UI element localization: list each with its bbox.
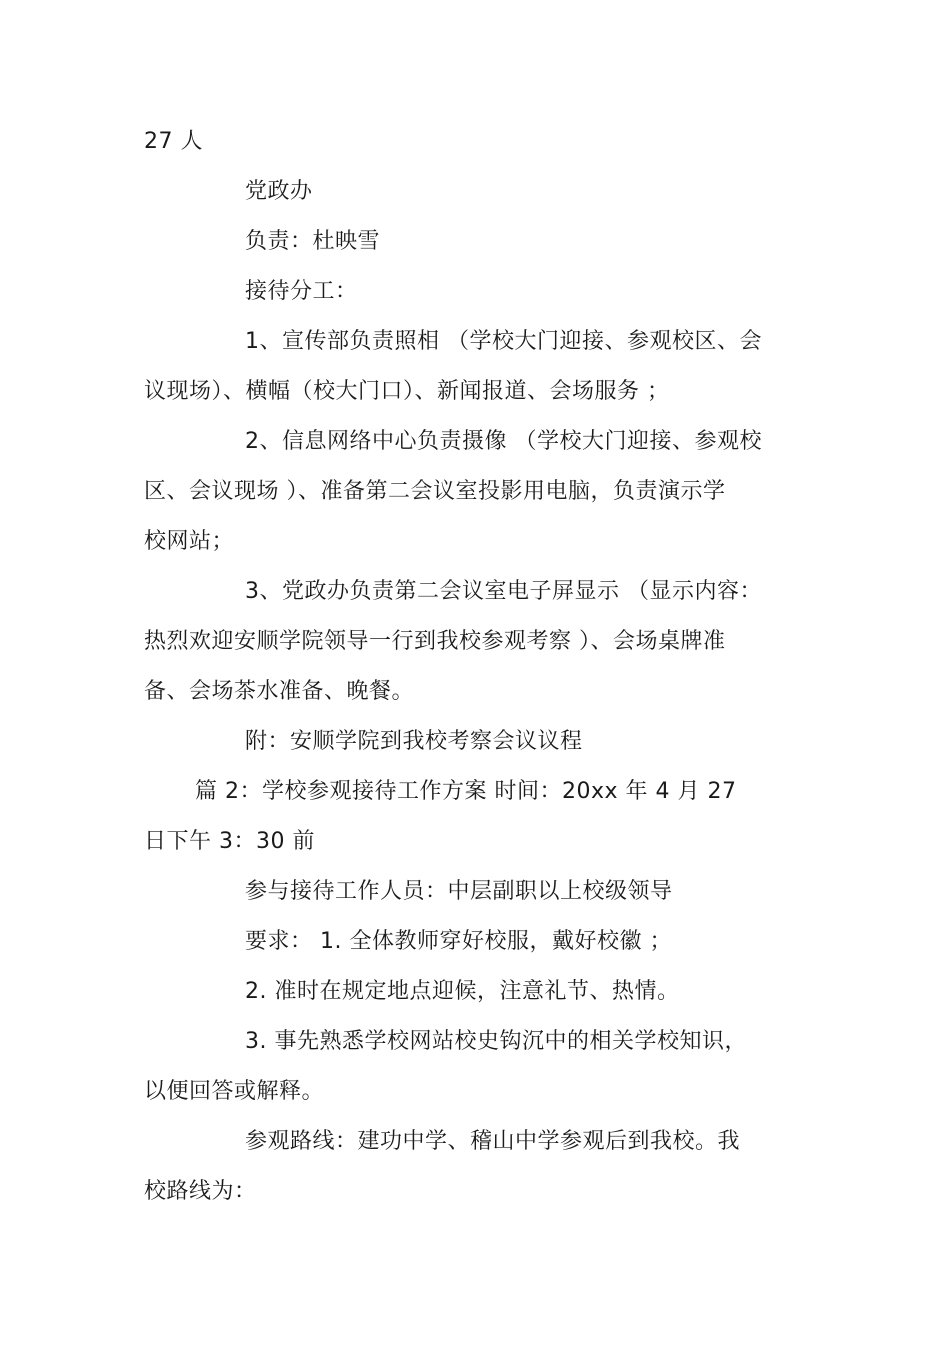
text-line-requirement-1: 要求： 1. 全体教师穿好校服，戴好校徽 ； [245, 929, 672, 954]
text-line-appendix: 附：安顺学院到我校考察会议议程 [245, 729, 583, 754]
text-line-section-2: 篇 2：学校参观接待工作方案 时间：20xx 年 4 月 27 [195, 779, 737, 804]
text-line-item-1-cont: 议现场）、横幅（校大门口）、新闻报道、会场服务 ； [144, 379, 670, 404]
text-line-dept: 党政办 [245, 179, 313, 204]
text-line-requirement-2: 2. 准时在规定地点迎候，注意礼节、热情。 [245, 979, 680, 1004]
text-line-item-3-cont: 热烈欢迎安顺学院领导一行到我校参观考察 ）、会场桌牌准 [144, 629, 726, 654]
text-line-item-1: 1、宣传部负责照相 （学校大门迎接、参观校区、会 [245, 329, 762, 354]
text-line-item-3: 3、党政办负责第二会议室电子屏显示 （显示内容： [245, 579, 762, 604]
text-line-item-2-cont: 区、会议现场 ）、准备第二会议室投影用电脑，负责演示学 [144, 479, 726, 504]
text-line-requirement-3: 3. 事先熟悉学校网站校史钩沉中的相关学校知识， [245, 1029, 747, 1054]
text-line-item-2-cont-2: 校网站； [144, 529, 235, 554]
text-line-requirement-3-cont: 以便回答或解释。 [144, 1079, 325, 1104]
text-line-division-heading: 接待分工： [245, 279, 358, 304]
text-line-count: 27 人 [144, 129, 203, 154]
text-line-item-3-cont-2: 备、会场茶水准备、晚餐。 [144, 679, 415, 704]
text-line-section-2-time: 日下午 3：30 前 [144, 829, 315, 854]
text-line-staff: 参与接待工作人员：中层副职以上校级领导 [245, 879, 673, 904]
text-line-route: 参观路线：建功中学、稽山中学参观后到我校。我 [245, 1129, 741, 1154]
text-line-item-2: 2、信息网络中心负责摄像 （学校大门迎接、参观校 [245, 429, 762, 454]
text-line-route-cont: 校路线为： [144, 1179, 257, 1204]
text-line-responsible: 负责：杜映雪 [245, 229, 381, 254]
